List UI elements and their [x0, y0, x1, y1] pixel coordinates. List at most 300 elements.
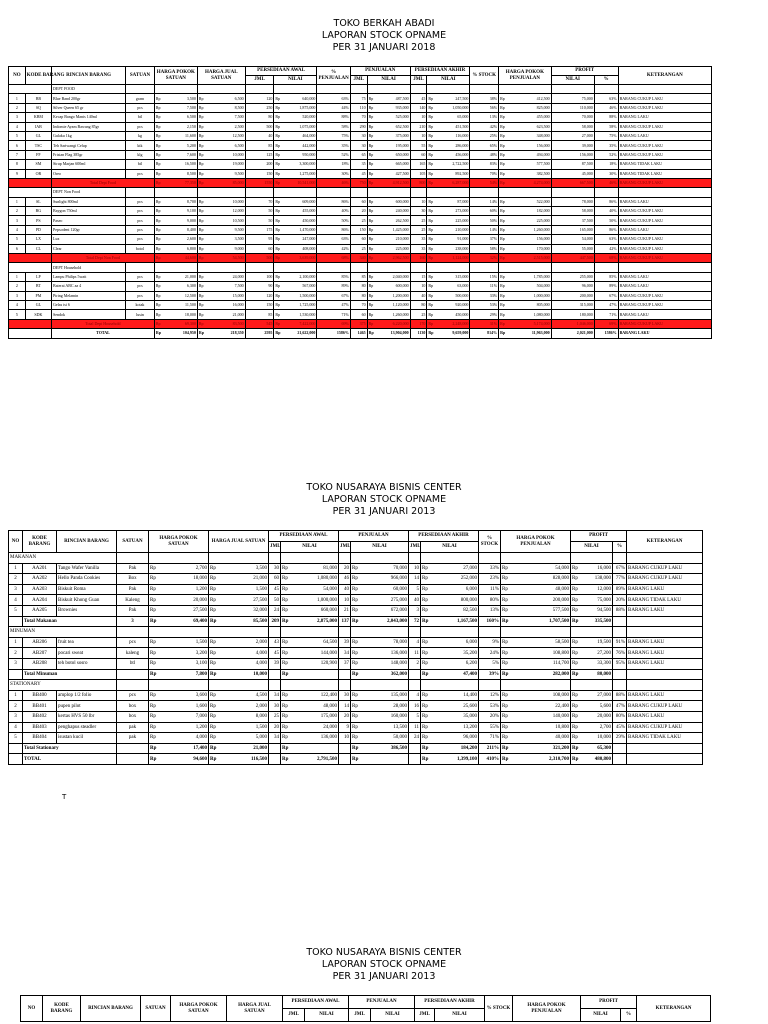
harga-jual [197, 113, 245, 122]
value: 28,000 [393, 703, 407, 709]
currency-label: Rp [368, 320, 374, 326]
blank [9, 85, 52, 94]
value: 77,350 [184, 180, 196, 186]
pct-penjualan: 86% [317, 225, 350, 234]
value: 11,500 [185, 302, 196, 308]
awal-nilai [274, 225, 317, 234]
hpp [499, 319, 552, 328]
currency-label: Rp [198, 104, 204, 110]
value: 487,500 [395, 95, 409, 101]
grand-total-row [9, 754, 703, 765]
value: 8,500 [186, 170, 196, 176]
value: 156,000 [536, 236, 550, 242]
value: 10,000 [232, 151, 244, 157]
value: 182,000 [536, 208, 550, 214]
penjualan-nilai [367, 150, 410, 159]
currency-label: Rp [155, 227, 161, 233]
value: 1,080,000 [533, 311, 550, 317]
awal-jml: 120 [245, 291, 274, 300]
total-label: Total Minuman [23, 669, 117, 680]
currency-label: Rp [352, 735, 358, 741]
currency-label: Rp [282, 587, 288, 593]
currency-label: Rp [198, 274, 204, 279]
blank [9, 188, 52, 197]
akhir-nilai [427, 244, 470, 253]
rincian-barang: Hello Panda Cookies [57, 574, 117, 585]
profit-nilai [571, 690, 613, 701]
satuan: Pak [117, 584, 149, 595]
harga-jual [197, 150, 245, 159]
profit-nilai: 78,000 [551, 197, 594, 206]
pct-stock: 14% [470, 197, 499, 206]
blank [470, 263, 499, 272]
awal-nilai [281, 605, 339, 616]
profit-pct: 75% [594, 131, 618, 140]
col-penjualan-jml: JML [349, 1009, 371, 1022]
awal-jml: 85 [245, 141, 274, 150]
blank [350, 85, 367, 94]
currency-label: Rp [572, 661, 578, 667]
blank [245, 263, 274, 272]
value: 20,000 [597, 714, 611, 720]
blank [479, 680, 501, 691]
blank [209, 627, 269, 638]
hpp [499, 254, 552, 263]
currency-label: Rp [275, 198, 281, 204]
akhir-jml: 165 [410, 160, 427, 169]
akhir-jml [409, 669, 421, 680]
currency-label: Rp [422, 618, 429, 624]
satuan: Kaleng [117, 595, 149, 606]
rincian-barang: Blue Band 200gr [52, 94, 126, 103]
value: 7,500 [234, 114, 244, 120]
value: 54,000 [555, 565, 569, 571]
currency-label: Rp [368, 330, 374, 336]
satuan: pcs [126, 122, 155, 131]
pct-stock: 25% [470, 131, 499, 140]
keterangan: BARANG LAKU [627, 648, 703, 659]
value: 2,700 [195, 565, 207, 571]
profit-pct: 89% [613, 584, 627, 595]
harga-jual [209, 669, 269, 680]
value: 3,500 [255, 565, 267, 571]
profit-nilai [571, 605, 613, 616]
value: 75,000 [597, 597, 611, 603]
value: 1,000,000 [533, 292, 550, 298]
col-no: NO [9, 67, 26, 85]
pct-penjualan: 85% [317, 272, 350, 281]
penjualan-jml: 60 [350, 235, 367, 244]
currency-label: Rp [155, 133, 161, 139]
satuan: Pak [117, 563, 149, 574]
akhir-nilai [421, 584, 479, 595]
hpp [499, 329, 552, 338]
penjualan-nilai [351, 605, 409, 616]
currency-label: Rp [368, 292, 374, 298]
awal-jml: 100 [245, 272, 274, 281]
value: 10,000 [253, 671, 267, 677]
penjualan-jml: 80 [350, 291, 367, 300]
blank [154, 188, 197, 197]
awal-jml [269, 669, 281, 680]
penjualan-nilai [367, 254, 410, 263]
blank [126, 263, 155, 272]
harga-jual [209, 711, 269, 722]
col-satuan: SATUAN [126, 67, 155, 85]
currency-label: Rp [572, 597, 578, 603]
col-keterangan: KETERANGAN [637, 996, 711, 1022]
keterangan: BARANG CUKUP LAKU [627, 722, 703, 733]
awal-nilai [274, 131, 317, 140]
value: 17,400 [193, 745, 207, 751]
value: 27,500 [253, 597, 267, 603]
penjualan-jml: 137 [339, 616, 351, 627]
table-row [9, 235, 712, 244]
penjualan-nilai [351, 733, 409, 744]
harga-pokok [154, 225, 197, 234]
currency-label: Rp [198, 311, 204, 317]
pct-stock: 14% [470, 225, 499, 234]
pct-stock: 53% [470, 300, 499, 309]
keterangan: BARANG LAKU [618, 225, 711, 234]
value: 104,950 [182, 330, 196, 336]
currency-label: Rp [275, 142, 281, 148]
currency-label: Rp [150, 735, 156, 741]
penjualan-nilai [351, 637, 409, 648]
hpp [499, 160, 552, 169]
value: 108,000 [552, 693, 569, 699]
akhir-nilai [427, 150, 470, 159]
currency-label: Rp [150, 576, 156, 582]
harga-pokok [149, 637, 209, 648]
value: 85,500 [253, 618, 267, 624]
value: 83,500 [232, 320, 244, 326]
profit-pct: 95% [613, 658, 627, 669]
col-persediaan-awal: PERSEDIAAN AWAL [269, 531, 339, 542]
profit-nilai: 110,000 [551, 103, 594, 112]
currency-label: Rp [500, 95, 505, 101]
currency-label: Rp [422, 576, 428, 582]
value: 273,000 [455, 208, 469, 214]
penjualan-jml: 35 [350, 160, 367, 169]
satuan: box [117, 711, 149, 722]
row-no: 3 [9, 658, 23, 669]
blank [117, 627, 149, 638]
value: 427,500 [395, 170, 409, 176]
currency-label: Rp [282, 735, 288, 741]
harga-jual [209, 595, 269, 606]
harga-jual [197, 319, 245, 328]
awal-nilai [281, 690, 339, 701]
value: 210,000 [455, 227, 469, 233]
awal-jml: 200 [245, 160, 274, 169]
harga-pokok [149, 595, 209, 606]
currency-label: Rp [198, 198, 204, 204]
satuan: lusin [126, 310, 155, 319]
satuan: Pak [117, 605, 149, 616]
value: 1,875,000 [299, 104, 316, 110]
value: 64,500 [323, 640, 337, 646]
value: 660,000 [320, 608, 337, 614]
harga-jual [197, 225, 245, 234]
currency-label: Rp [500, 236, 505, 242]
value: 81,000 [323, 565, 337, 571]
currency-label: Rp [210, 703, 216, 709]
penjualan-jml: 14 [339, 701, 351, 712]
value: 8,000 [255, 714, 267, 720]
currency-label: Rp [368, 180, 374, 186]
blank [350, 188, 367, 197]
harga-pokok [149, 722, 209, 733]
rincian-barang: penghapus steadler [57, 722, 117, 733]
value: 44,600 [184, 255, 196, 261]
harga-jual [197, 235, 245, 244]
value: 4,000 [255, 661, 267, 667]
rincian-barang: Teh Sariwangi Celup [52, 141, 126, 150]
currency-label: Rp [210, 587, 216, 593]
penjualan-jml [339, 754, 351, 765]
profit-nilai: 27,000 [551, 131, 594, 140]
penjualan-nilai [351, 648, 409, 659]
col-penjualan-jml: JML [350, 76, 367, 85]
col-harga-pokok: HARGA POKOK SATUAN [154, 67, 197, 85]
penjualan-nilai [351, 563, 409, 574]
currency-label: Rp [155, 217, 161, 223]
satuan: box [117, 701, 149, 712]
penjualan-jml: 150 [350, 225, 367, 234]
pct-stock: 32% [470, 254, 499, 263]
keterangan [627, 669, 703, 680]
blank [154, 263, 197, 272]
pct-stock: 54% [470, 178, 499, 187]
awal-jml: 60 [269, 574, 281, 585]
value: 450,000 [455, 311, 469, 317]
blank [499, 263, 552, 272]
currency-label: Rp [368, 283, 374, 289]
akhir-nilai [421, 658, 479, 669]
row-no: 1 [9, 94, 26, 103]
currency-label: Rp [150, 618, 157, 624]
akhir-nilai [421, 722, 479, 733]
value: 2,000 [255, 703, 267, 709]
hpp [501, 637, 571, 648]
dept-total-row [9, 254, 712, 263]
currency-label: Rp [210, 745, 217, 751]
harga-pokok [154, 122, 197, 131]
akhir-nilai [427, 122, 470, 131]
profit-nilai: 58,000 [551, 207, 594, 216]
value: 504,000 [536, 283, 550, 289]
rincian-barang: Biskuit Roma [57, 584, 117, 595]
currency-label: Rp [210, 735, 216, 741]
value: 18,000 [193, 576, 207, 582]
blank [269, 627, 281, 638]
section-row [9, 263, 712, 272]
pct-penjualan: 50% [317, 216, 350, 225]
value: 1,200 [195, 724, 207, 730]
currency-label: Rp [150, 565, 156, 571]
value: 609,000 [302, 198, 316, 204]
value: 65,000 [457, 114, 469, 120]
harga-jual [197, 94, 245, 103]
awal-nilai [281, 574, 339, 585]
penjualan-nilai [367, 169, 410, 178]
section-label: DEPT Household [52, 263, 126, 272]
section-label: MAKANAN [9, 553, 117, 564]
akhir-nilai [427, 291, 470, 300]
harga-pokok [154, 197, 197, 206]
col-persediaan-akhir: PERSEDIAAN AKHIR [415, 996, 485, 1009]
stray-mark: T [62, 793, 67, 801]
awal-nilai [274, 141, 317, 150]
rincian-barang: isustan kucil [57, 733, 117, 744]
value: 382,500 [536, 170, 550, 176]
currency-label: Rp [155, 302, 161, 308]
currency-label: Rp [275, 170, 281, 176]
penjualan-jml: 39 [339, 637, 351, 648]
keterangan: BARANG LAKU [618, 282, 711, 291]
value: 5,000 [255, 735, 267, 741]
satuan: kotak [126, 300, 155, 309]
awal-jml: 80 [245, 113, 274, 122]
value: 70,000 [393, 565, 407, 571]
penjualan-nilai [351, 595, 409, 606]
blank [367, 263, 410, 272]
akhir-nilai [421, 701, 479, 712]
penjualan-nilai [367, 310, 410, 319]
pct-penjualan: 63% [317, 94, 350, 103]
table-row [9, 244, 712, 253]
currency-label: Rp [210, 618, 217, 624]
akhir-nilai [421, 690, 479, 701]
currency-label: Rp [368, 208, 374, 214]
value: 6,500 [186, 114, 196, 120]
awal-jml: 30 [269, 563, 281, 574]
profit-pct: 1586% [594, 329, 618, 338]
awal-nilai [274, 282, 317, 291]
harga-jual [197, 207, 245, 216]
value: 148,000 [390, 661, 407, 667]
currency-label: Rp [502, 618, 509, 624]
currency-label: Rp [368, 302, 374, 308]
awal-jml: 175 [245, 225, 274, 234]
value: 315,000 [455, 274, 469, 279]
currency-label: Rp [500, 180, 505, 186]
currency-label: Rp [150, 714, 156, 720]
col-satuan: SATUAN [117, 531, 149, 553]
currency-label: Rp [198, 142, 204, 148]
blank [351, 627, 409, 638]
currency-label: Rp [500, 255, 505, 261]
penjualan-jml: 70 [350, 300, 367, 309]
value: 19,000 [232, 161, 244, 167]
profit-nilai: 58,000 [551, 122, 594, 131]
akhir-nilai [427, 300, 470, 309]
penjualan-jml: 110 [350, 103, 367, 112]
hpp [499, 94, 552, 103]
currency-label: Rp [155, 170, 161, 176]
col-persediaan-awal: PERSEDIAAN AWAL [283, 996, 349, 1009]
value: 3,200 [195, 650, 207, 656]
profit-pct: 88% [594, 113, 618, 122]
report2-store-name: TOKO NUSARAYA BISNIS CENTER [306, 482, 462, 493]
harga-pokok [154, 291, 197, 300]
rincian-barang: Frisian Flag 385gr [52, 150, 126, 159]
harga-jual [197, 141, 245, 150]
keterangan [627, 616, 703, 627]
value: 9,659,000 [452, 330, 469, 336]
hpp [501, 701, 571, 712]
value: 27,500 [193, 608, 207, 614]
awal-jml: 40 [245, 131, 274, 140]
profit-nilai: 45,000 [551, 169, 594, 178]
satuan [117, 743, 149, 754]
currency-label: Rp [368, 274, 374, 279]
subtotal-row [9, 669, 703, 680]
col-penjualan-jml: JML [339, 542, 351, 553]
pct-penjualan: 1586% [317, 329, 350, 338]
col-pct-stock: % STOCK [479, 531, 501, 553]
profit-pct: 52% [594, 150, 618, 159]
akhir-nilai [421, 733, 479, 744]
pct-stock: 55% [479, 722, 501, 733]
akhir-jml: 160 [410, 254, 427, 263]
penjualan-nilai [351, 658, 409, 669]
hpp [499, 150, 552, 159]
currency-label: Rp [155, 274, 161, 279]
akhir-nilai [421, 648, 479, 659]
keterangan: BARANG CUKUP LAKU [618, 300, 711, 309]
value: 805,000 [536, 302, 550, 308]
akhir-nilai [427, 131, 470, 140]
keterangan: BARANG LAKU [627, 637, 703, 648]
row-no: 1 [9, 197, 26, 206]
blank [571, 627, 613, 638]
col-no: NO [21, 996, 43, 1022]
kode-barang: AA205 [23, 605, 57, 616]
penjualan-nilai [367, 300, 410, 309]
akhir-jml: 4 [409, 690, 421, 701]
currency-label: Rp [155, 151, 161, 157]
harga-jual [209, 701, 269, 712]
value: 623,500 [536, 123, 550, 129]
akhir-nilai [421, 616, 479, 627]
currency-label: Rp [275, 217, 281, 223]
value: 16,500 [184, 161, 196, 167]
section-label: DEPT Non Food [52, 188, 126, 197]
currency-label: Rp [572, 671, 579, 677]
harga-jual [209, 722, 269, 733]
row-no: 2 [9, 103, 26, 112]
currency-label: Rp [428, 245, 434, 251]
value: 1,260,000 [533, 227, 550, 233]
harga-pokok [154, 103, 197, 112]
currency-label: Rp [275, 123, 281, 129]
total-label: Total Dept Food [52, 178, 155, 187]
currency-label: Rp [500, 320, 505, 326]
satuan: pcs [117, 690, 149, 701]
satuan: ktk [126, 141, 155, 150]
pct-penjualan: 67% [317, 291, 350, 300]
profit-pct: 69% [594, 319, 618, 328]
col-harga-jual: HARGA JUAL SATUAN [227, 996, 283, 1022]
pct-stock: 48% [470, 150, 499, 159]
harga-pokok [154, 272, 197, 281]
satuan: pak [117, 733, 149, 744]
currency-label: Rp [155, 320, 161, 326]
hpp [501, 690, 571, 701]
value: 1,500 [255, 724, 267, 730]
